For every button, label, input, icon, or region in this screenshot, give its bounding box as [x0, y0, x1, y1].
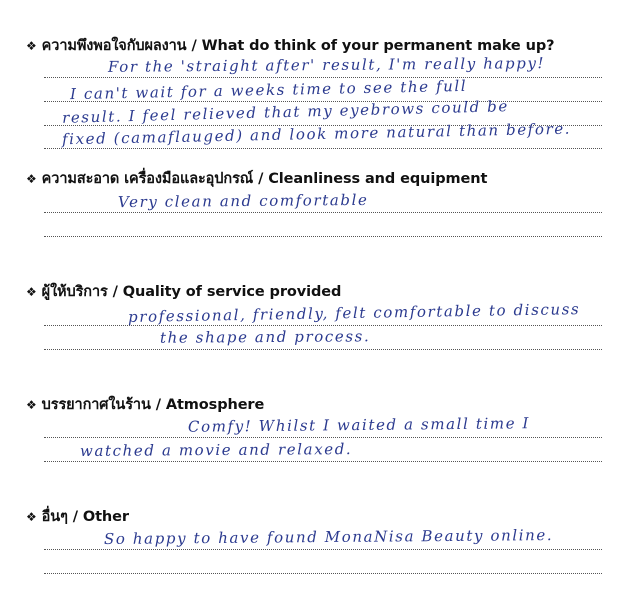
dotted-rule — [44, 77, 602, 78]
question-label: ผู้ให้บริการ / Quality of service provided — [41, 284, 342, 300]
handwritten-answer: I can't wait for a weeks time to see the full — [69, 76, 468, 104]
dotted-rule — [44, 236, 602, 237]
diamond-bullet-icon: ❖ — [26, 510, 37, 524]
question-service — [26, 280, 341, 303]
handwritten-answer: professional, friendly, felt comfortable to discuss — [127, 300, 581, 326]
question-satisfaction — [26, 34, 554, 57]
question-label: ความพึงพอใจกับผลงาน / What do think of your permanent make up? — [41, 38, 555, 54]
handwritten-answer: fixed (camaflauged) and look more natural than before. — [61, 119, 572, 149]
handwritten-answer: Very clean and comfortable — [117, 190, 369, 212]
dotted-rule — [44, 461, 602, 462]
question-atmosphere — [26, 393, 264, 416]
diamond-bullet-icon: ❖ — [26, 398, 37, 412]
dotted-rule — [44, 573, 602, 574]
diamond-bullet-icon: ❖ — [26, 285, 37, 299]
handwritten-answer: So happy to have found MonaNisa Beauty online. — [103, 526, 554, 548]
handwritten-answer: result. I feel relieved that my eyebrows could be — [61, 97, 510, 127]
dotted-rule — [44, 148, 602, 149]
dotted-rule — [44, 212, 602, 213]
handwritten-answer: For the 'straight after' result, I'm really happy! — [107, 54, 546, 76]
question-label: ความสะอาด เครื่องมือและอุปกรณ์ / Cleanliness and equipment — [41, 171, 488, 187]
question-label: บรรยากาศในร้าน / Atmosphere — [41, 397, 265, 413]
handwritten-answer: watched a movie and relaxed. — [79, 440, 353, 460]
dotted-rule — [44, 349, 602, 350]
question-label: อื่นๆ / Other — [41, 509, 129, 525]
handwritten-answer: Comfy! Whilst I waited a small time I — [187, 414, 531, 436]
diamond-bullet-icon: ❖ — [26, 172, 37, 186]
handwritten-answer: the shape and process. — [159, 327, 371, 347]
diamond-bullet-icon: ❖ — [26, 39, 37, 53]
dotted-rule — [44, 437, 602, 438]
question-other — [26, 505, 129, 528]
dotted-rule — [44, 549, 602, 550]
question-cleanliness — [26, 167, 487, 190]
